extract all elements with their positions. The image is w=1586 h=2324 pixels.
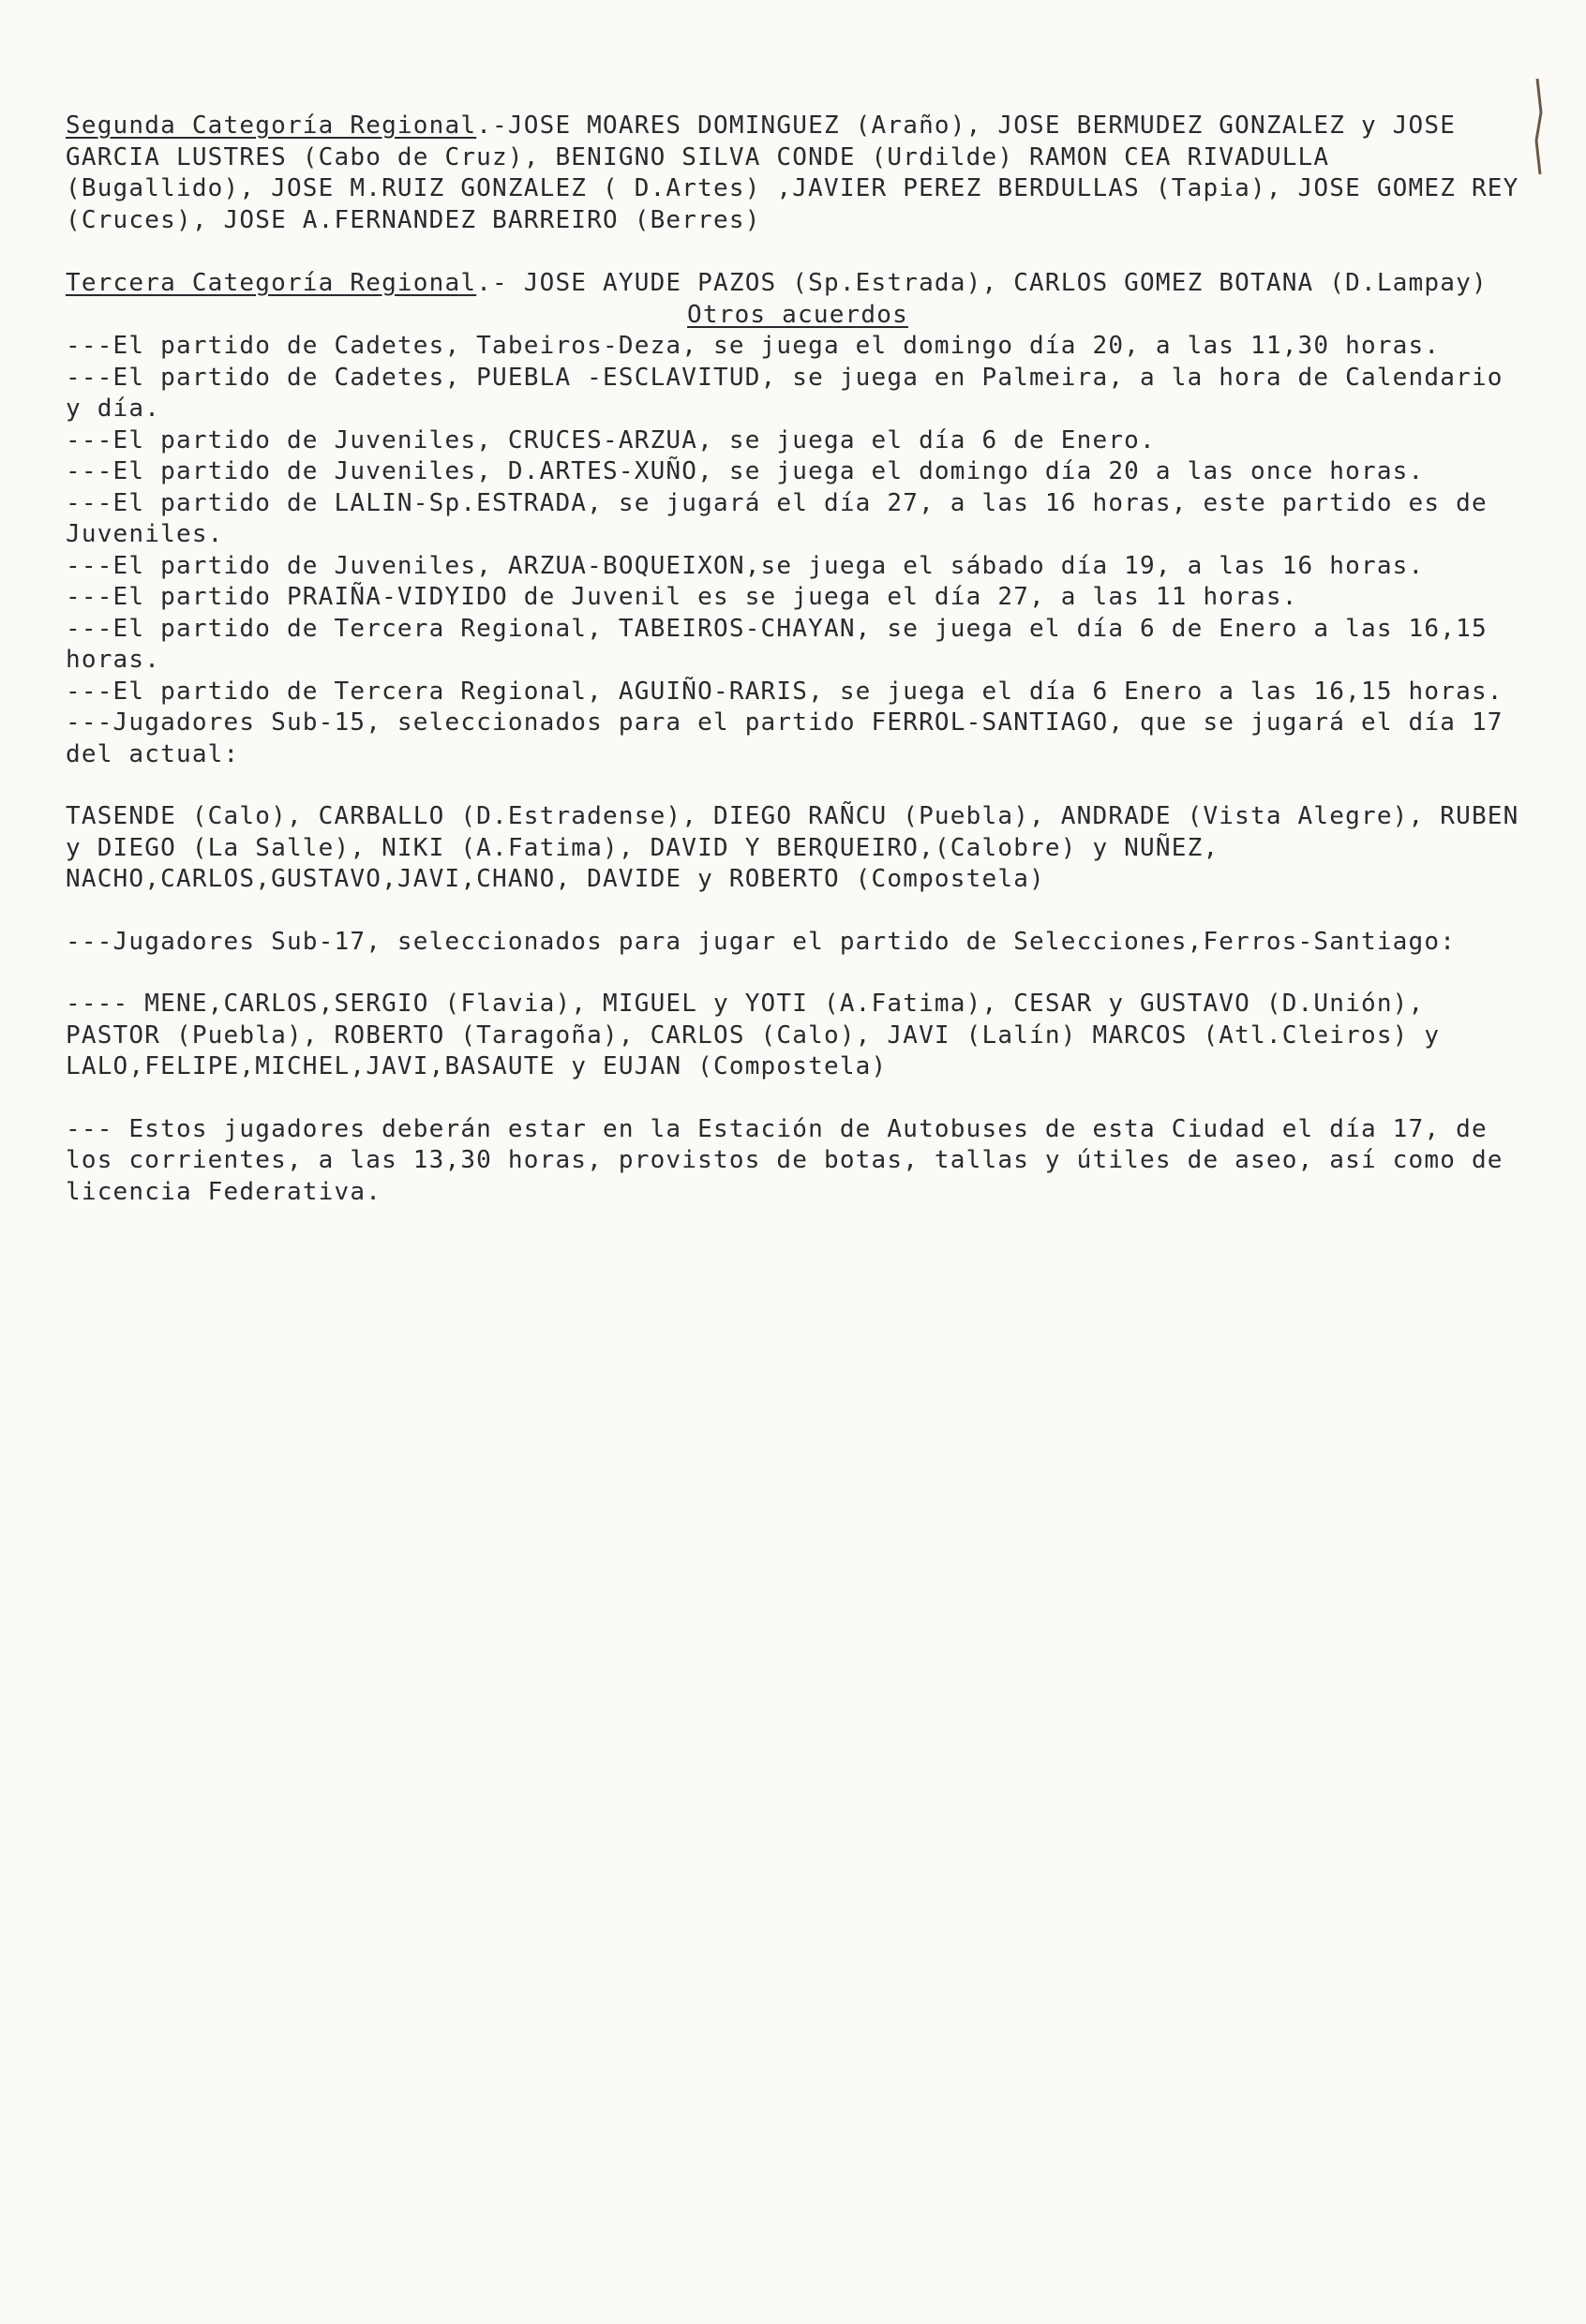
list-item: ---El partido de Juveniles, CRUCES-ARZUA, se juega el día 6 de Enero. [66, 425, 1156, 454]
list-item: ---Jugadores Sub-15, seleccionados para el partido FERROL-SANTIAGO, que se jugará el día 17 del actual: [66, 708, 1519, 768]
list-item: ---El partido PRAIÑA-VIDYIDO de Juvenil es se juega el día 27, a las 11 horas. [66, 583, 1298, 611]
list-item: ---El partido de Cadetes, Tabeiros-Deza, se juega el domingo día 20, a las 11,30 horas. [66, 332, 1441, 360]
segunda-categoria-text: .-JOSE MOARES DOMINGUEZ (Araño), JOSE BERMUDEZ GONZALEZ y JOSE GARCIA LUSTRES (Cabo de Cruz), BENIGNO SILVA CONDE (Urdilde) RAMON CEA RIVADULLA (Bugallido), JOSE M.RUIZ GONZALEZ ( D.Artes) ,JAVIER PEREZ BERDULLAS (Tapia), JOSE GOMEZ REY (Cruces), JOSE A.FERNANDEZ BARREIRO (Berres) [66, 112, 1535, 234]
acuerdos-list [66, 331, 1530, 770]
list-item: ---El partido de LALIN-Sp.ESTRADA, se jugará el día 27, a las 16 horas, este partido es de Juveniles. [66, 488, 1504, 548]
segunda-categoria-title: Segunda Categoría Regional [66, 112, 477, 140]
list-item: ---El partido de Juveniles, ARZUA-BOQUEIXON,se juega el sábado día 19, a las 16 horas. [66, 551, 1425, 580]
sub17-players: ---- MENE,CARLOS,SERGIO (Flavia), MIGUEL y YOTI (A.Fatima), CESAR y GUSTAVO (D.Unión), PASTOR (Puebla), ROBERTO (Taragoña), CARLOS (Calo), JAVI (Lalín) MARCOS (Atl.Cleiros) y LALO,FELIPE,MICHEL,JAVI,BASAUTE y EUJAN (Compostela) [66, 990, 1457, 1080]
otros-acuerdos-heading: Otros acuerdos [687, 300, 908, 329]
staple-mark [1532, 75, 1547, 178]
tercera-categoria-text: .- JOSE AYUDE PAZOS (Sp.Estrada), CARLOS GOMEZ BOTANA (D.Lampay) [476, 269, 1488, 297]
tercera-categoria-title: Tercera Categoría Regional [66, 269, 477, 297]
segunda-categoria-paragraph [66, 111, 1535, 236]
closing-paragraph: --- Estos jugadores deberán estar en la Estación de Autobuses de esta Ciudad el día 17, de los corrientes, a las 13,30 horas, provistos de botas, tallas y útiles de aseo, así como de licencia Federativa. [66, 1114, 1519, 1206]
tercera-categoria-paragraph [66, 268, 1530, 300]
sub15-players: TASENDE (Calo), CARBALLO (D.Estradense), DIEGO RAÑCU (Puebla), ANDRADE (Vista Alegre), RUBEN y DIEGO (La Salle), NIKI (A.Fatima), DAVID Y BERQUEIRO,(Calobre) y NUÑEZ, NACHO,CARLOS,GUSTAVO,JAVI,CHANO, DAVIDE y ROBERTO (Compostela) [66, 802, 1535, 893]
list-item: ---El partido de Tercera Regional, AGUIÑO-RARIS, se juega el día 6 Enero a las 16,15 horas. [66, 677, 1504, 706]
list-item: ---El partido de Juveniles, D.ARTES-XUÑO, se juega el domingo día 20 a las once horas. [66, 457, 1425, 485]
sub17-intro: ---Jugadores Sub-17, seleccionados para jugar el partido de Selecciones,Ferros-Santiago: [66, 927, 1457, 956]
list-item: ---El partido de Tercera Regional, TABEIROS-CHAYAN, se juega el día 6 de Enero a las 16,15 horas. [66, 614, 1504, 674]
list-item: ---El partido de Cadetes, PUEBLA -ESCLAVITUD, se juega en Palmeira, a la hora de Calendario y día. [66, 363, 1519, 423]
